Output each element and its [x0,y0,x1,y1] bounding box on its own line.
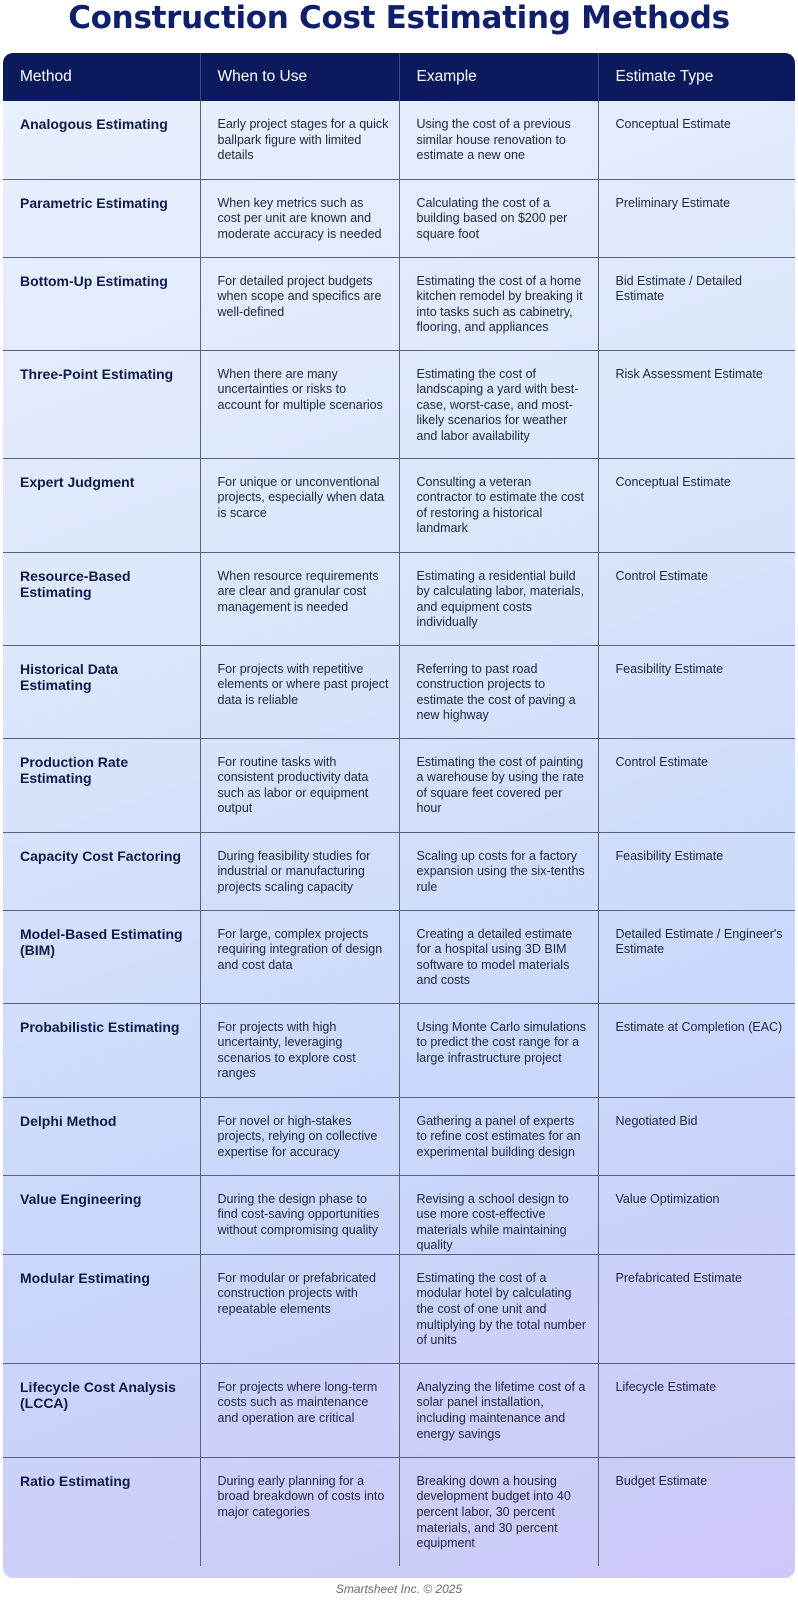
type-cell: Bid Estimate / Detailed Estimate [598,257,795,350]
method-cell: Modular Estimating [3,1254,200,1363]
method-cell: Bottom-Up Estimating [3,257,200,350]
example-cell: Estimating the cost of a modular hotel by calculating the cost of one unit and multiplying by the total number of units [399,1254,598,1363]
method-cell: Parametric Estimating [3,179,200,257]
table-row [3,179,795,257]
method-cell: Production Rate Estimating [3,738,200,832]
example-cell: Estimating the cost of a home kitchen remodel by breaking it into tasks such as cabinetry, flooring, and appliances [399,257,598,350]
example-cell: Analyzing the lifetime cost of a solar panel installation, including maintenance and energy savings [399,1363,598,1457]
type-cell: Feasibility Estimate [598,645,795,738]
header-when-to-use: When to Use [200,53,399,101]
example-cell: Creating a detailed estimate for a hospital using 3D BIM software to model materials and costs [399,910,598,1003]
example-cell: Estimating a residential build by calculating labor, materials, and equipment costs individually [399,552,598,645]
type-cell: Conceptual Estimate [598,458,795,552]
when-cell: For routine tasks with consistent productivity data such as labor or equipment output [200,738,399,832]
type-cell: Feasibility Estimate [598,832,795,910]
footer-copyright: Smartsheet Inc. © 2025 [335,1582,463,1596]
example-cell: Using Monte Carlo simulations to predict the cost range for a large infrastructure project [399,1003,598,1097]
when-cell: For projects with repetitive elements or where past project data is reliable [200,645,399,738]
header-method: Method [3,53,200,101]
table-row [3,1254,795,1363]
method-cell: Historical Data Estimating [3,645,200,738]
when-cell: For modular or prefabricated construction projects with repeatable elements [200,1254,399,1363]
when-cell: During feasibility studies for industrial or manufacturing projects scaling capacity [200,832,399,910]
example-cell: Using the cost of a previous similar house renovation to estimate a new one [399,101,598,179]
header-estimate-type: Estimate Type [598,53,795,101]
table-row [3,350,795,458]
table-row [3,1457,795,1566]
table-row [3,738,795,832]
method-cell: Probabilistic Estimating [3,1003,200,1097]
example-cell: Scaling up costs for a factory expansion using the six-tenths rule [399,832,598,910]
method-cell: Expert Judgment [3,458,200,552]
when-cell: For projects with high uncertainty, leveraging scenarios to explore cost ranges [200,1003,399,1097]
estimating-methods-table [3,53,795,1578]
type-cell: Budget Estimate [598,1457,795,1566]
when-cell: For large, complex projects requiring integration of design and cost data [200,910,399,1003]
table-row [3,1097,795,1175]
example-cell: Revising a school design to use more cost-effective materials while maintaining quality [399,1175,598,1254]
when-cell: For projects where long-term costs such as maintenance and operation are critical [200,1363,399,1457]
when-cell: For novel or high-stakes projects, relying on collective expertise for accuracy [200,1097,399,1175]
method-cell: Model-Based Estimating (BIM) [3,910,200,1003]
table-row [3,832,795,910]
method-cell: Ratio Estimating [3,1457,200,1566]
method-cell: Resource-Based Estimating [3,552,200,645]
method-cell: Lifecycle Cost Analysis (LCCA) [3,1363,200,1457]
table-row [3,1003,795,1097]
table-row [3,458,795,552]
when-cell: For unique or unconventional projects, especially when data is scarce [200,458,399,552]
method-cell: Analogous Estimating [3,101,200,179]
type-cell: Negotiated Bid [598,1097,795,1175]
when-cell: During the design phase to find cost-saving opportunities without compromising quality [200,1175,399,1254]
type-cell: Value Optimization [598,1175,795,1254]
type-cell: Preliminary Estimate [598,179,795,257]
method-cell: Value Engineering [3,1175,200,1254]
method-cell: Three-Point Estimating [3,350,200,458]
when-cell: When there are many uncertainties or risks to account for multiple scenarios [200,350,399,458]
when-cell: During early planning for a broad breakdown of costs into major categories [200,1457,399,1566]
example-cell: Estimating the cost of painting a warehouse by using the rate of square feet covered per hour [399,738,598,832]
table-row [3,552,795,645]
table-row [3,1175,795,1254]
example-cell: Consulting a veteran contractor to estimate the cost of restoring a historical landmark [399,458,598,552]
method-cell: Capacity Cost Factoring [3,832,200,910]
type-cell: Estimate at Completion (EAC) [598,1003,795,1097]
table-row [3,101,795,179]
type-cell: Prefabricated Estimate [598,1254,795,1363]
when-cell: For detailed project budgets when scope and specifics are well-defined [200,257,399,350]
example-cell: Calculating the cost of a building based on $200 per square foot [399,179,598,257]
methods-table [3,53,795,1566]
type-cell: Conceptual Estimate [615,117,731,131]
type-cell: Risk Assessment Estimate [598,350,795,458]
type-cell: Detailed Estimate / Engineer's Estimate [598,910,795,1003]
type-cell: Control Estimate [598,552,795,645]
table-row [3,910,795,1003]
example-cell: Referring to past road construction projects to estimate the cost of paving a new highway [399,645,598,738]
type-cell: Control Estimate [598,738,795,832]
header-example: Example [399,53,598,101]
example-cell: Estimating the cost of landscaping a yard with best-case, worst-case, and most-likely scenarios for weather and labor availability [399,350,598,458]
when-cell: When resource requirements are clear and granular cost management is needed [200,552,399,645]
when-cell: When key metrics such as cost per unit are known and moderate accuracy is needed [200,179,399,257]
page-title: Construction Cost Estimating Methods [68,0,730,36]
type-cell: Lifecycle Estimate [598,1363,795,1457]
table-row [3,1363,795,1457]
method-cell: Delphi Method [3,1097,200,1175]
example-cell: Breaking down a housing development budget into 40 percent labor, 30 percent materials, and 30 percent equipment [399,1457,598,1566]
table-row [3,645,795,738]
table-header-row [3,53,795,101]
example-cell: Gathering a panel of experts to refine cost estimates for an experimental building design [399,1097,598,1175]
table-row [3,257,795,350]
when-cell: Early project stages for a quick ballpark figure with limited details [200,101,399,179]
